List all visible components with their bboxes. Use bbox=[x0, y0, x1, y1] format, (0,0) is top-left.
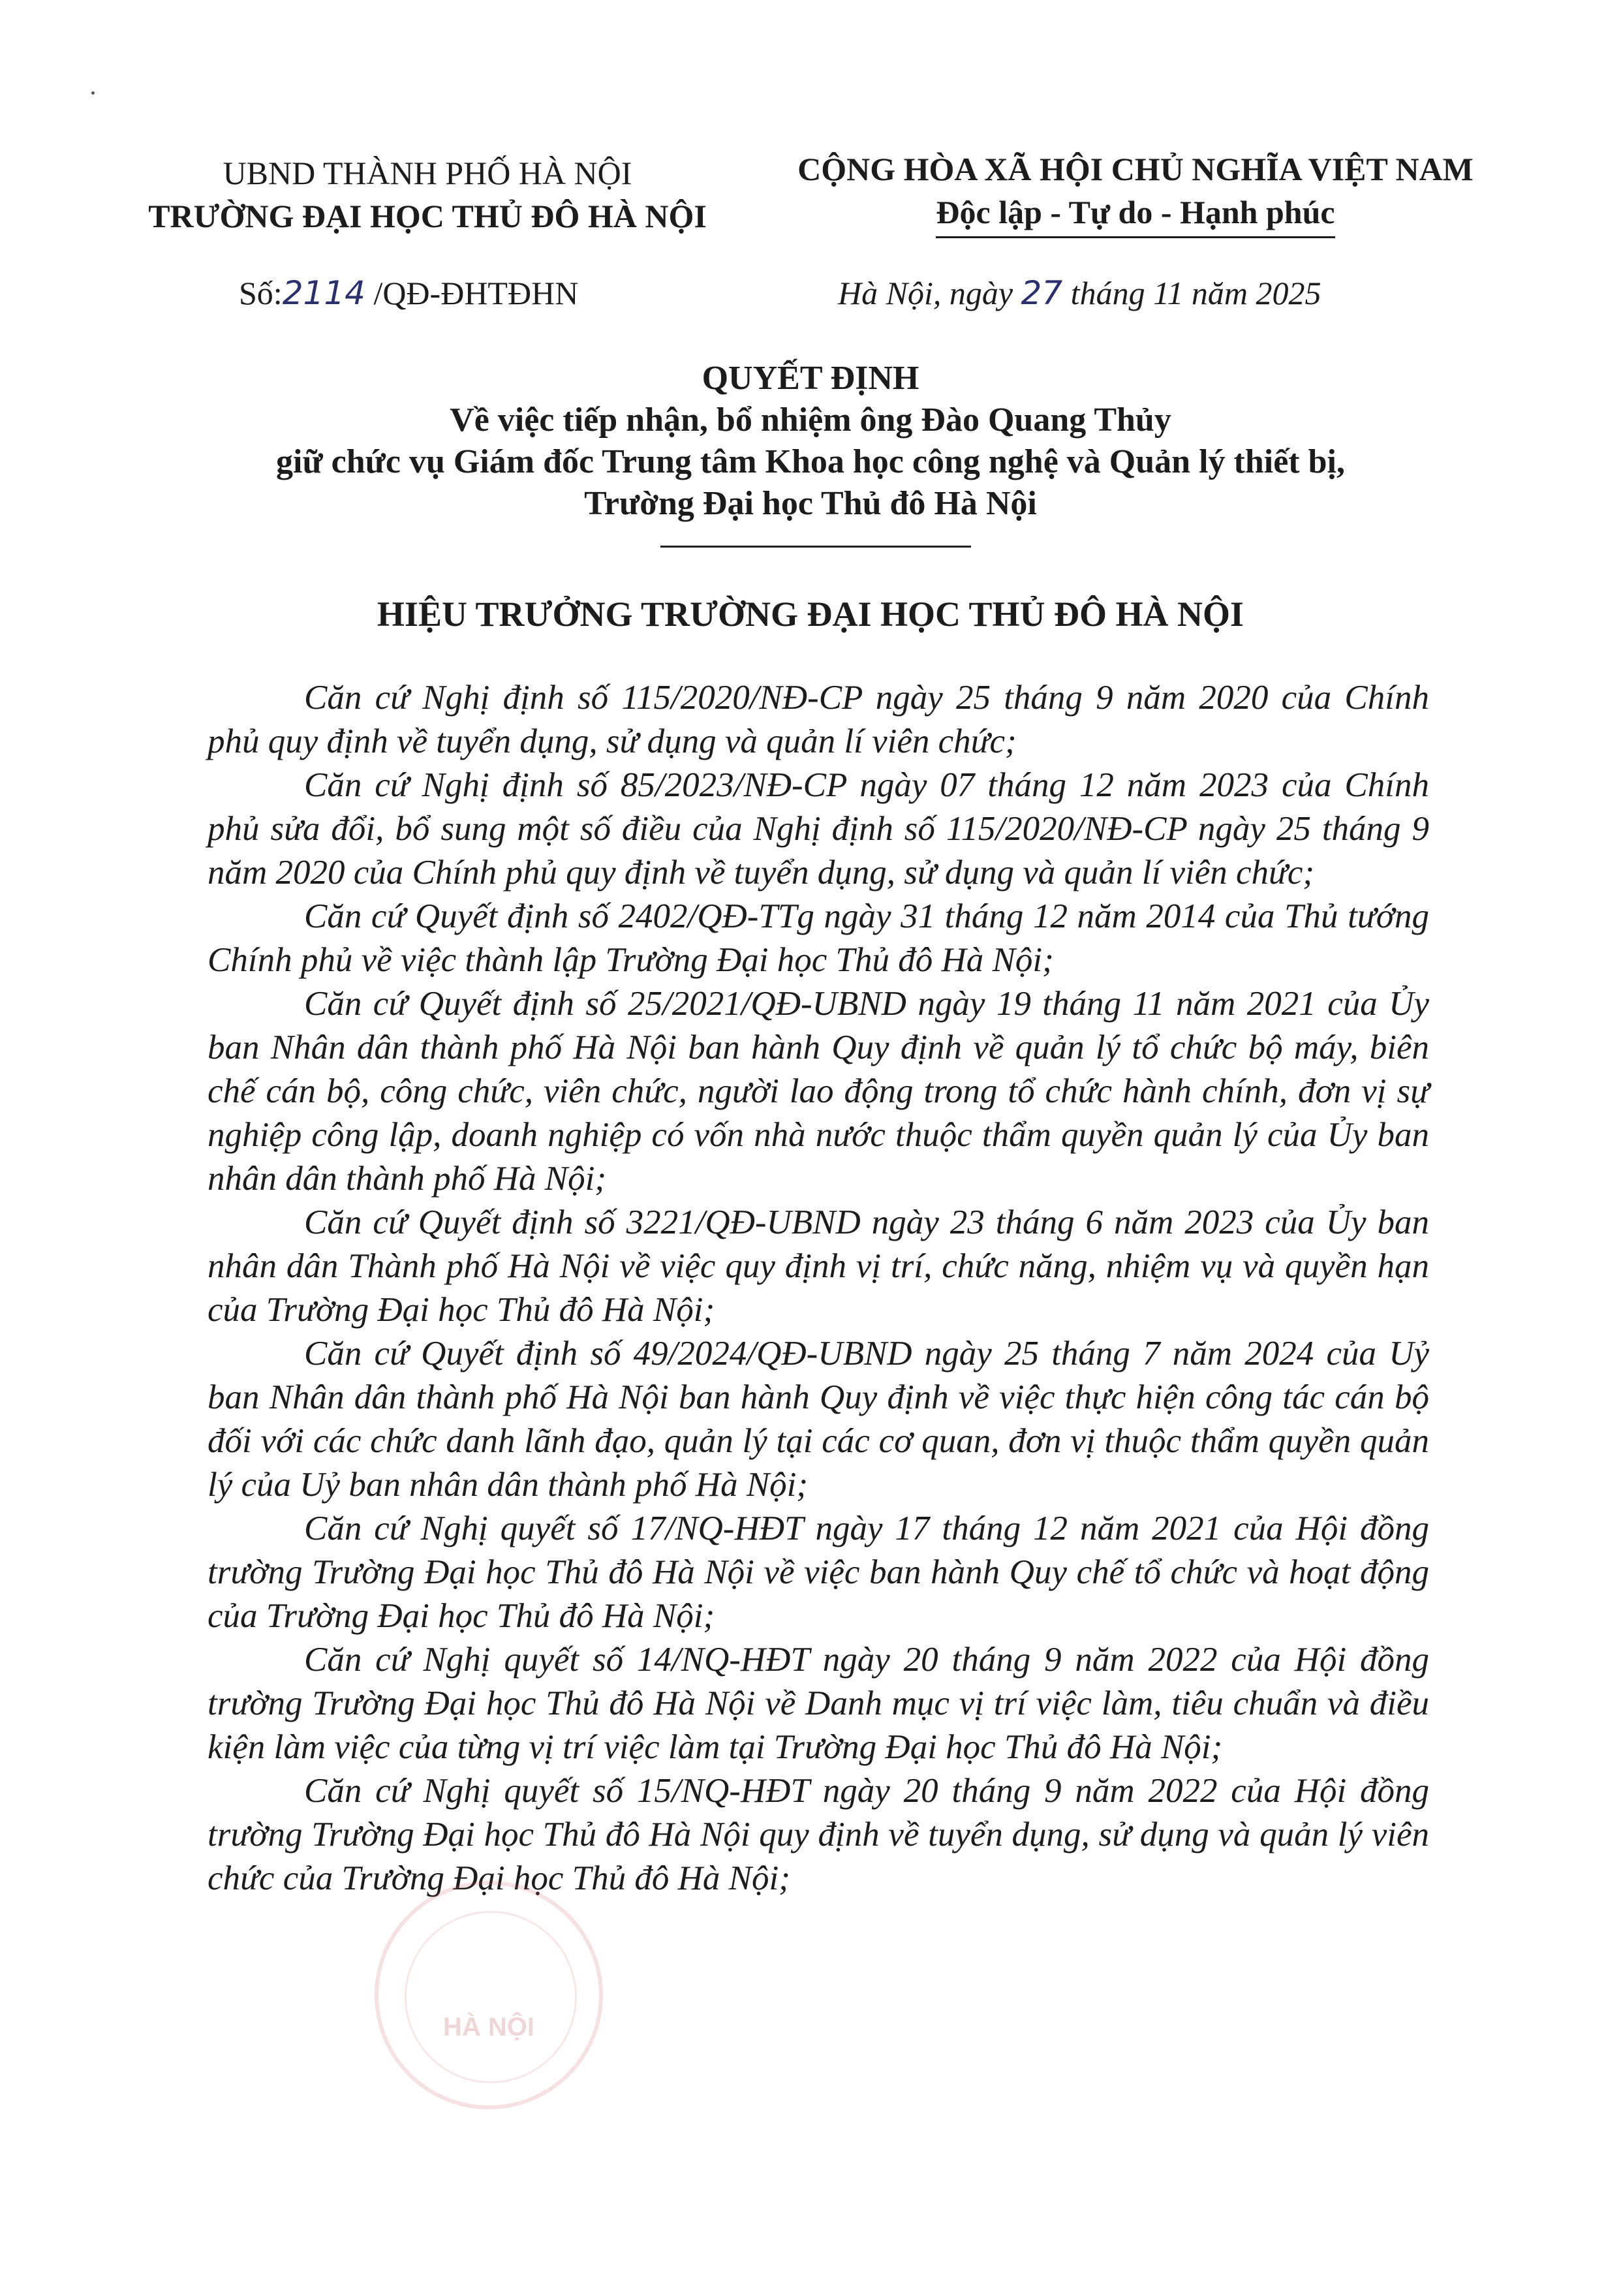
title-divider bbox=[660, 546, 971, 548]
document-date bbox=[838, 274, 1321, 312]
legal-basis-paragraph: Căn cứ Quyết định số 2402/QĐ-TTg ngày 31 tháng 12 năm 2014 của Thủ tướng Chính phủ về việc thành lập Trường Đại học Thủ đô Hà Nội; bbox=[208, 897, 1429, 979]
decision-subject-line-2: giữ chức vụ Giám đốc Trung tâm Khoa học công nghệ và Quản lý thiết bị, bbox=[276, 443, 1345, 480]
legal-basis-paragraph: Căn cứ Nghị quyết số 15/NQ-HĐT ngày 20 tháng 9 năm 2022 của Hội đồng trường Trường Đại học Thủ đô Hà Nội quy định về tuyển dụng, sử dụng và quản lý viên chức của Trường Đại học Thủ đô Hà Nội; bbox=[208, 1772, 1429, 1897]
issuing-authority: HIỆU TRƯỞNG TRƯỜNG ĐẠI HỌC THỦ ĐÔ HÀ NỘI bbox=[377, 595, 1244, 634]
handwritten-day: 27 bbox=[1021, 274, 1063, 312]
document-number-suffix: /QĐ-ĐHTĐHN bbox=[365, 275, 579, 311]
scan-speck bbox=[91, 91, 95, 95]
faded-seal-stamp bbox=[375, 1881, 603, 2109]
national-motto bbox=[731, 191, 1540, 238]
decision-heading: QUYẾT ĐỊNH bbox=[702, 360, 919, 397]
legal-basis-paragraph: Căn cứ Nghị định số 85/2023/NĐ-CP ngày 07 tháng 12 năm 2023 của Chính phủ sửa đổi, bổ sung một số điều của Nghị định số 115/2020/NĐ-CP ngày 25 tháng 9 năm 2020 của Chính phủ quy định về tuyển dụng, sử dụng và quản lí viên chức; bbox=[208, 766, 1429, 892]
issuing-agency-header bbox=[117, 151, 737, 238]
national-motto-text: Độc lập - Tự do - Hạnh phúc bbox=[936, 191, 1335, 238]
legal-basis-section bbox=[208, 676, 1429, 1900]
decision-subject-line-1: Về việc tiếp nhận, bổ nhiệm ông Đào Quang Thủy bbox=[450, 401, 1171, 439]
legal-basis-paragraph: Căn cứ Nghị quyết số 17/NQ-HĐT ngày 17 tháng 12 năm 2021 của Hội đồng trường Trường Đại học Thủ đô Hà Nội về việc ban hành Quy chế tổ chức và hoạt động của Trường Đại học Thủ đô Hà Nội; bbox=[208, 1510, 1429, 1635]
legal-basis-paragraph: Căn cứ Quyết định số 25/2021/QĐ-UBND ngày 19 tháng 11 năm 2021 của Ủy ban Nhân dân thành phố Hà Nội ban hành Quy định về quản lý tổ chức bộ máy, biên chế cán bộ, công chức, viên chức, người lao động trong tổ chức hành chính, đơn vị sự nghiệp công lập, doanh nghiệp có vốn nhà nước thuộc thẩm quyền quản lý của Ủy ban nhân dân thành phố Hà Nội; bbox=[208, 985, 1429, 1198]
document-date-suffix: tháng 11 năm 2025 bbox=[1070, 275, 1321, 311]
seal-inner-ring bbox=[405, 1911, 577, 2083]
document-number bbox=[239, 274, 578, 312]
parent-agency: UBND THÀNH PHỐ HÀ NỘI bbox=[223, 155, 632, 191]
document-number-prefix: Số: bbox=[239, 275, 283, 311]
document-date-prefix: Hà Nội, ngày bbox=[838, 275, 1013, 311]
national-motto-header bbox=[731, 147, 1540, 238]
legal-basis-paragraph: Căn cứ Nghị quyết số 14/NQ-HĐT ngày 20 tháng 9 năm 2022 của Hội đồng trường Trường Đại học Thủ đô Hà Nội về Danh mục vị trí việc làm, tiêu chuẩn và điều kiện làm việc của từng vị trí việc làm tại Trường Đại học Thủ đô Hà Nội; bbox=[208, 1641, 1429, 1766]
agency-name: TRƯỜNG ĐẠI HỌC THỦ ĐÔ HÀ NỘI bbox=[148, 198, 707, 234]
decision-subject-line-3: Trường Đại học Thủ đô Hà Nội bbox=[584, 485, 1037, 522]
seal-text: HÀ NỘI bbox=[443, 2013, 534, 2041]
legal-basis-paragraph: Căn cứ Nghị định số 115/2020/NĐ-CP ngày 25 tháng 9 năm 2020 của Chính phủ quy định về tuyển dụng, sử dụng và quản lí viên chức; bbox=[208, 679, 1429, 760]
national-title: CỘNG HÒA XÃ HỘI CHỦ NGHĨA VIỆT NAM bbox=[797, 151, 1474, 187]
legal-basis-paragraph: Căn cứ Quyết định số 49/2024/QĐ-UBND ngày 25 tháng 7 năm 2024 của Uỷ ban Nhân dân thành phố Hà Nội ban hành Quy định về việc thực hiện công tác cán bộ đối với các chức danh lãnh đạo, quản lý tại các cơ quan, đơn vị thuộc thẩm quyền quản lý của Uỷ ban nhân dân thành phố Hà Nội; bbox=[208, 1335, 1429, 1504]
decision-title bbox=[0, 358, 1621, 525]
legal-basis-paragraph: Căn cứ Quyết định số 3221/QĐ-UBND ngày 23 tháng 6 năm 2023 của Ủy ban nhân dân Thành phố Hà Nội về việc quy định vị trí, chức năng, nhiệm vụ và quyền hạn của Trường Đại học Thủ đô Hà Nội; bbox=[208, 1203, 1429, 1329]
handwritten-number: 2114 bbox=[282, 274, 365, 312]
